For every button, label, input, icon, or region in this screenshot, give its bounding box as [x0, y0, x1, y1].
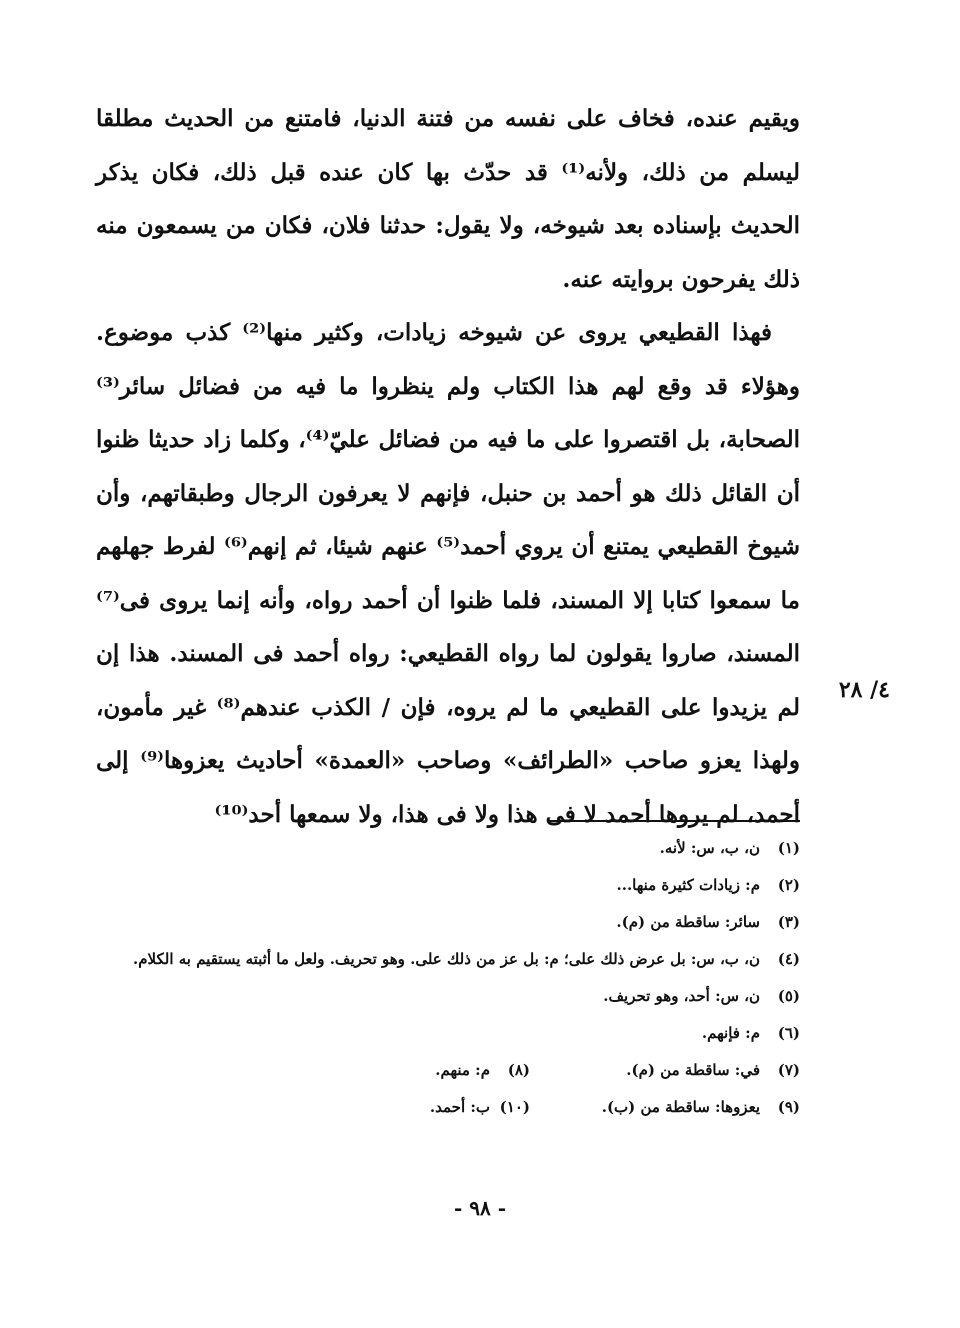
footnote-number: (٤): [777, 950, 800, 968]
footnote-text: سائر: ساقطة من (م).: [616, 913, 760, 931]
footnote-number: (٢): [777, 876, 800, 894]
footnotes: [96, 830, 800, 1126]
footnote-text: ب: أحمد.: [429, 1098, 490, 1116]
footnote-number: (١٠): [499, 1098, 530, 1116]
footnote-number: (٦): [777, 1024, 800, 1042]
footnote-text: ن، ب، س: بل عرض ذلك على؛ م: بل عز من ذلك على. وهو تحريف. ولعل ما أثبته يستقيم به الكلام.: [133, 950, 760, 968]
footnote: [96, 904, 800, 941]
footnote-text: ن، ب، س: لأنه.: [659, 839, 760, 857]
footnote: [260, 1089, 530, 1126]
footnote-pair: [96, 1089, 800, 1126]
footnote-number: (١): [777, 839, 800, 857]
footnote-text: م: فإنهم.: [701, 1024, 760, 1042]
margin-reference: ٤/ ٢٨: [838, 677, 890, 703]
footnote-pair: [96, 1052, 800, 1089]
footnote-text: يعزوها: ساقطة من (ب).: [601, 1098, 760, 1116]
paragraph: فهذا القطيعي يروى عن شيوخه زيادات، وكثير منها⁽²⁾ كذب موضوع. وهؤلاء قد وقع لهم هذا الكتاب ولم ينظروا ما فيه من فضائل سائر⁽³⁾ الصحابة، بل اقتصروا على ما فيه من فضائل عليّ⁽⁴⁾، وكلما زاد حديثا ظنوا أن القائل ذلك هو أحمد بن حنبل، فإنهم لا يعرفون الرجال وطبقاتهم، وأن شيوخ القطيعي يمتنع أن يروي أحمد⁽⁵⁾ عنهم شيئا، ثم إنهم⁽⁶⁾ لفرط جهلهم ما سمعوا كتابا إلا المسند، فلما ظنوا أن أحمد رواه، وأنه إنما يروى فى⁽⁷⁾ المسند، صاروا يقولون لما رواه القطيعي: رواه أحمد فى المسند. هذا إن لم يزيدوا على القطيعي ما لم يروه، فإن / الكذب عندهم⁽⁸⁾ غير مأمون، ولهذا يعزو صاحب «الطرائف» وصاحب «العمدة» أحاديث يعزوها⁽⁹⁾ إلى أحمد، لم يروها أحمد لا فى هذا ولا فى هذا، ولا سمعها أحد⁽¹⁰⁾: [96, 319, 801, 828]
footnote: [96, 978, 800, 1015]
main-text: [96, 92, 800, 841]
footnote-number: (٨): [507, 1061, 530, 1079]
footnote-text: ن، س: أحد، وهو تحريف.: [603, 987, 760, 1005]
footnote: [96, 941, 800, 978]
footnote-number: (٩): [777, 1098, 800, 1116]
footnote: [96, 867, 800, 904]
footnote-text: م: زيادات كثيرة منها...: [616, 876, 760, 894]
footnote: [530, 1089, 800, 1126]
footnote-divider: [548, 820, 800, 822]
footnote: [530, 1052, 800, 1089]
footnote: [260, 1052, 530, 1089]
page-number: - ٩٨ -: [453, 1196, 506, 1220]
footnote-text: في: ساقطة من (م).: [626, 1061, 760, 1079]
footnote-text: م: منهم.: [435, 1061, 490, 1079]
footnote-number: (٣): [777, 913, 800, 931]
footnote: [96, 1015, 800, 1052]
footnote: [96, 830, 800, 867]
footnote-number: (٥): [777, 987, 800, 1005]
footnote-number: (٧): [777, 1061, 800, 1079]
paragraph: ويقيم عنده، فخاف على نفسه من فتنة الدنيا، فامتنع من الحديث مطلقا ليسلم من ذلك، ولأنه⁽¹⁾ قد حدّث بها كان عنده قبل ذلك، فكان يذكر الحديث بإسناده بعد شيوخه، ولا يقول: حدثنا فلان، فكان من يسمعون منه ذلك يفرحون بروايته عنه.: [96, 105, 800, 293]
